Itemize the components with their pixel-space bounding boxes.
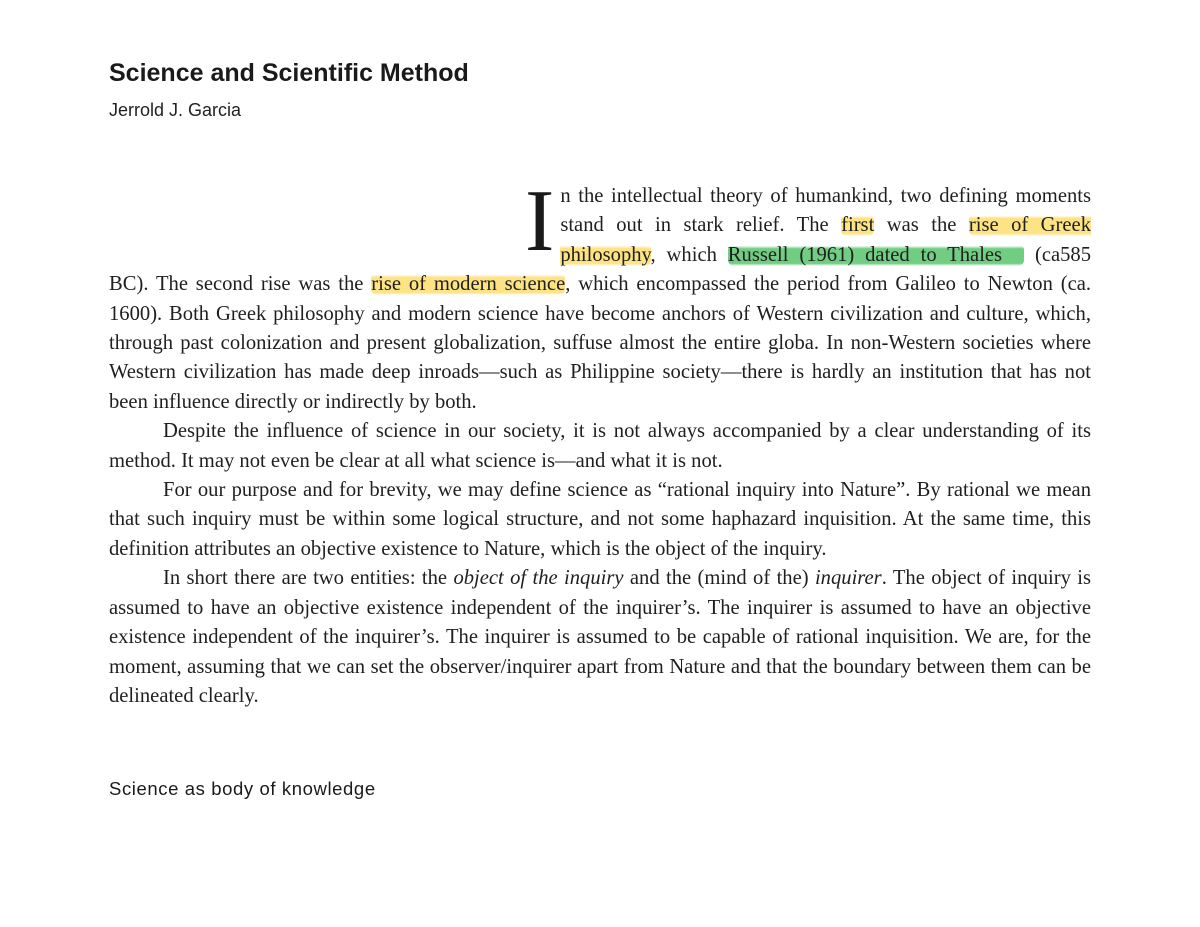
highlight-rise-of-modern-science: rise of modern science [371, 273, 566, 296]
emphasis-inquirer: inquirer [814, 567, 882, 590]
intro-text-2: was the [874, 214, 969, 237]
paragraph-entities [109, 564, 1091, 711]
dropcap-spacer [109, 182, 529, 266]
paragraph-definition: For our purpose and for brevity, we may define science as “rational inquiry into Nature”. By rational we mean that such inquiry must be within some logical structure, and not some haphazard inquisition. At the same time, this definition attributes an objective existence to Nature, which is the object of the inquiry. [109, 479, 1091, 560]
intro-text-3: , which [650, 243, 728, 266]
highlight-russell-citation: Russell (1961) dated to Thales [728, 244, 1024, 266]
section-heading: Science as body of knowledge [109, 778, 376, 799]
emphasis-object-of-inquiry: object of the inquiry [453, 567, 624, 590]
drop-cap: I [525, 173, 555, 270]
entities-text-3: . The object of inquiry is assumed to have an objective existence independent of the inquirer’s. The inquirer is assumed to have an objective existence independent of the inquirer’s. The inquirer is assumed to be capable of rational inquisition. We are, for the moment, assuming that we can set the observer/inquirer apart from Nature and that the boundary between them can be delineated clearly. [109, 567, 1092, 707]
paragraph-influence: Despite the influence of science in our society, it is not always accompanied by a clear understanding of its method. It may not even be clear at all what science is—and what it is not. [109, 420, 1091, 472]
intro-text-1: n the intellectual theory of humankind, two defining moments stand out in stark relief. The [560, 185, 1091, 237]
highlight-first: first [841, 214, 875, 237]
document-title: Science and Scientific Method [109, 59, 469, 87]
intro-text-4: (ca585 BC). The second rise was the [109, 243, 1092, 296]
entities-text-1: In short there are two entities: the [163, 567, 454, 590]
highlight-rise-of-greek-philosophy: rise of Greek philosophy [560, 214, 1091, 266]
entities-text-2: and the (mind of the) [623, 567, 815, 590]
intro-text-5: , which encompassed the period from Galileo to Newton (ca. 1600). Both Greek philosophy and modern science have become anchors of Western civilization and culture, which, through past colonization and present globalization, suffuse almost the entire globa. In non-Western societies where Western civilization has made deep inroads—such as Philippine society—there is hardly an institution that has not been influence directly or indirectly by both. [109, 273, 1091, 413]
document-author: Jerrold J. Garcia [109, 100, 242, 120]
article-body [109, 173, 1092, 711]
paragraph-intro [109, 173, 1092, 417]
